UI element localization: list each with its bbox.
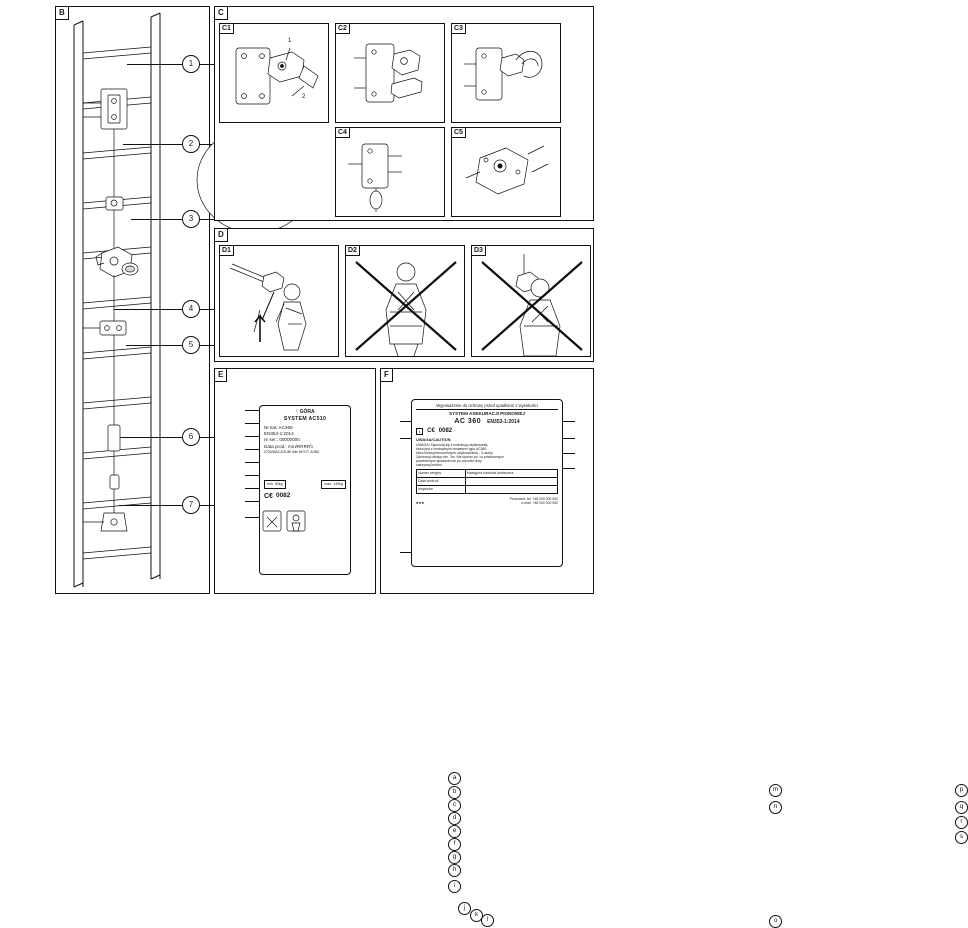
bracket-c1	[236, 48, 318, 104]
leader-4	[114, 309, 227, 310]
worker-climbing-ok	[230, 264, 306, 350]
table-row	[417, 485, 558, 493]
top-anchor-bracket	[83, 89, 127, 129]
leader-6	[120, 437, 227, 438]
up-arrow-icon: ↑	[295, 409, 299, 415]
plate-line-3: nr ser.: 00000000	[264, 437, 300, 443]
subpanel-c5-label: C5	[452, 128, 466, 138]
panel-f	[380, 368, 964, 925]
callout-q: q	[955, 801, 968, 814]
callout-a: a	[448, 772, 461, 785]
callout-g: g	[448, 851, 461, 864]
leader-n	[400, 438, 411, 439]
forbidden-cross-d3	[478, 256, 586, 356]
subpanel-d1-label: D1	[220, 246, 234, 256]
cable-guide	[106, 197, 123, 210]
leader-b	[245, 423, 259, 424]
f-standard: EN353-1:2014	[487, 418, 520, 425]
subpanel-d2	[345, 245, 465, 357]
subpanel-c3-label: C3	[452, 24, 466, 34]
leader-7	[119, 505, 227, 506]
leader-q	[563, 438, 575, 439]
subpanel-d2-label: D2	[346, 246, 360, 256]
tensioner	[108, 425, 120, 489]
leader-e	[245, 462, 259, 463]
callout-p: p	[955, 784, 968, 797]
subpanel-d3-label: D3	[472, 246, 486, 256]
forbidden-cross-d2	[352, 256, 460, 356]
subpanel-c3	[451, 23, 561, 123]
plate-ce-number: 0082	[275, 492, 291, 500]
plate-line-4: Data prod.: mm/RRRR\\	[264, 443, 313, 449]
callout-b: b	[448, 786, 461, 799]
callout-3: 3	[182, 210, 200, 228]
callout-r: r	[955, 816, 968, 829]
panel-f-label: F	[381, 369, 393, 382]
plate-line-5: 0700/WACZ/ZUNI linki NF/OT. A/360	[264, 449, 320, 454]
callout-n: n	[769, 801, 782, 814]
f-system-line: SYSTEM ASEKURACJI PIONOWEJ	[449, 411, 525, 417]
warning-label-plate	[411, 399, 563, 567]
leader-5	[126, 345, 227, 346]
table-cell-value-2	[465, 477, 557, 485]
panel-c-label: C	[215, 7, 228, 20]
bottom-anchor	[83, 489, 127, 531]
f-footer-line-1: Producent: tel. +48 000 000 000	[509, 496, 558, 501]
callout-o: o	[769, 915, 782, 928]
leader-m	[400, 421, 411, 422]
panel-b-label: B	[56, 7, 69, 20]
subpanel-c4-label: C4	[336, 128, 350, 138]
f-warning-line-2: która jest z niezbędnym zestawem typu AC360,	[416, 446, 488, 451]
f-warning-line-5: powietrznymi spadania lub po czynniki duży	[416, 458, 482, 463]
bracket-c4	[348, 144, 402, 212]
leader-g	[245, 488, 259, 489]
plate-line-1: Nr kat: AC369	[264, 425, 293, 431]
c1-mark-1: 1	[288, 38, 292, 44]
plate-weight-max: max. 140kg	[321, 480, 346, 489]
callout-f: f	[448, 838, 461, 851]
leader-r	[563, 453, 575, 454]
leader-1	[127, 64, 227, 65]
f-ce-number: 0082	[438, 427, 453, 434]
f-ce-icon: C€	[427, 427, 435, 434]
callout-2: 2	[182, 135, 200, 153]
plate-weight-min: min. 50kg	[264, 480, 286, 489]
f-title: AC 360	[454, 418, 482, 426]
callout-d: d	[448, 812, 461, 825]
leader-f	[245, 475, 259, 476]
table-row	[417, 477, 558, 485]
subpanel-c1-label: C1	[220, 24, 234, 34]
f-footer-line-2: e-mail: +48 000 000 000	[521, 501, 558, 506]
leader-a	[245, 410, 259, 411]
panel-c	[214, 6, 594, 221]
table-row	[417, 469, 558, 477]
subpanel-d1	[219, 245, 339, 357]
callout-7: 7	[182, 496, 200, 514]
callout-6: 6	[182, 428, 200, 446]
leader-p	[563, 421, 575, 422]
table-cell-value-3	[465, 485, 557, 493]
f-warning-title: UWAGA/CAUTION	[416, 437, 451, 443]
leader-h	[245, 501, 259, 502]
ce-icon: C€	[264, 492, 273, 500]
f-warning-line-6: zatrzymaj kontrol.	[416, 462, 443, 467]
leader-c	[245, 436, 259, 437]
leader-d	[245, 449, 259, 450]
panel-d-label: D	[215, 229, 228, 242]
c1-mark-2: 2	[302, 94, 306, 100]
subpanel-d3	[471, 245, 591, 357]
f-warning-line-3: która kluba jednoczesnych użytkowników - 3 osoby.	[416, 450, 494, 455]
callout-c: c	[448, 799, 461, 812]
product-label-plate	[259, 405, 351, 575]
callout-i: i	[448, 880, 461, 893]
callout-1: 1	[182, 55, 200, 73]
callout-s: s	[955, 831, 968, 844]
callout-5: 5	[182, 336, 200, 354]
plate-title: SYSTEM AC510	[283, 416, 327, 422]
subpanel-c5	[451, 127, 561, 217]
subpanel-c2-label: C2	[336, 24, 350, 34]
f-warning-line-4: Zachowaj odstęp min. 3m. Nie dywnić po. co powietrznych	[416, 454, 504, 459]
callout-j: j	[458, 902, 471, 915]
panel-e-label: E	[215, 369, 227, 382]
plate-arrow-text: GÓRA	[299, 409, 315, 415]
table-cell-value-1: Następna kontrola konieczna	[465, 469, 557, 477]
plate-line-2: EN353-1:2014	[264, 431, 294, 437]
callout-l: l	[481, 914, 494, 927]
panel-d	[214, 228, 594, 362]
leader-i	[245, 517, 259, 518]
subpanel-c4	[335, 127, 445, 217]
table-cell-label-3: Inspector	[417, 485, 466, 493]
bracket-c2	[354, 44, 422, 102]
f-header: Wyposażenie do ochrony przed upadkiem z wysokości	[436, 403, 538, 408]
mid-cable-bracket	[83, 321, 126, 335]
table-cell-label-1: Numer seryjny	[417, 469, 466, 477]
f-brand-logo: ●●●	[416, 499, 425, 505]
subpanel-c2	[335, 23, 445, 123]
callout-h: h	[448, 864, 461, 877]
callout-k: k	[470, 909, 483, 922]
leader-s	[563, 468, 575, 469]
bracket-c3	[464, 48, 542, 100]
bracket-c5	[466, 146, 548, 194]
subpanel-c1	[219, 23, 329, 123]
leader-o	[400, 552, 411, 553]
callout-m: m	[769, 784, 782, 797]
callout-e: e	[448, 825, 461, 838]
f-pictogram-box: i	[416, 428, 423, 435]
inspection-table	[416, 469, 558, 494]
table-cell-label-2: Data kontroli	[417, 477, 466, 485]
f-warning-line-1: UWAGA! Zapoznaj się z instrukcją użytkowania,	[416, 442, 489, 447]
callout-4: 4	[182, 300, 200, 318]
